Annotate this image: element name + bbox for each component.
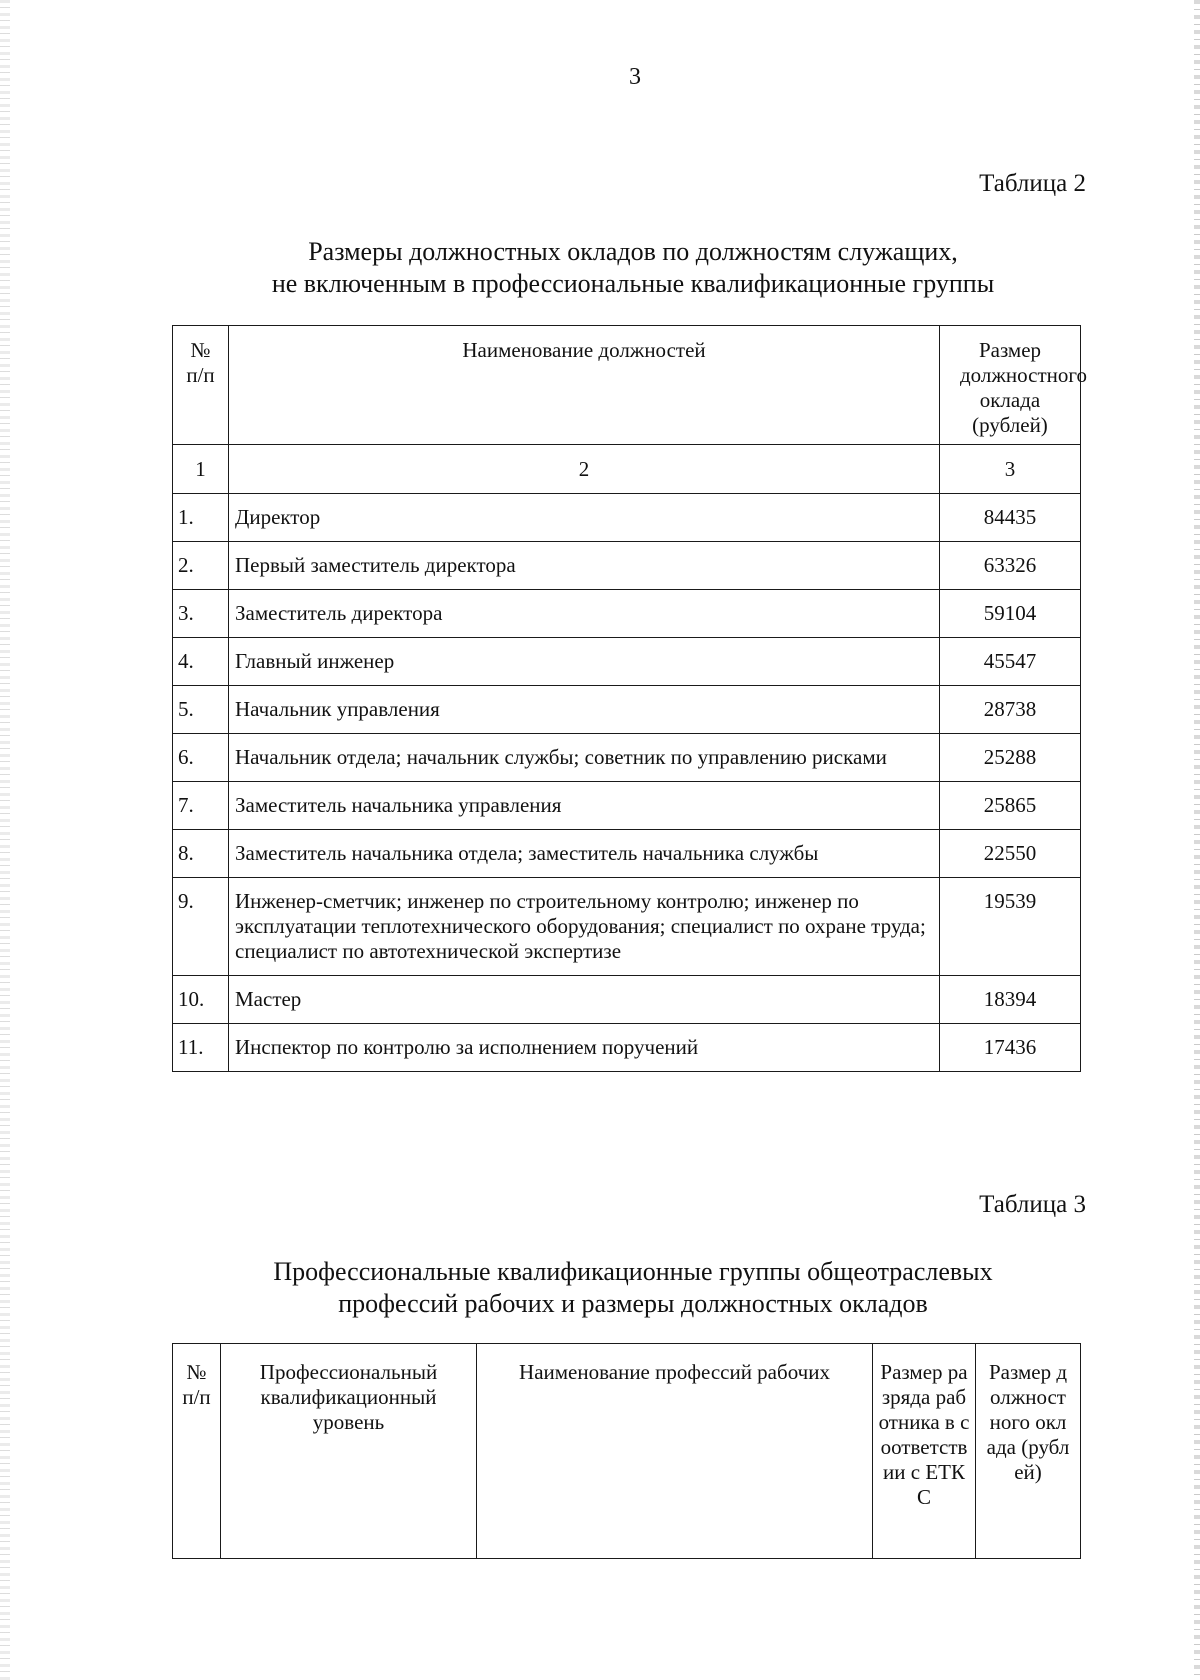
salary-value: 28738	[940, 686, 1081, 734]
table-row	[173, 734, 1081, 782]
row-num: 8.	[173, 830, 229, 878]
position-name: Инженер-сметчик; инженер по строительному контролю; инженер по эксплуатации теплотехнического оборудования; специалист по охране труда; специалист по автотехнической экспертизе	[229, 878, 940, 976]
salary-value: 84435	[940, 494, 1081, 542]
position-name: Главный инженер	[229, 638, 940, 686]
header-num: № п/п	[173, 326, 229, 445]
position-name: Заместитель директора	[229, 590, 940, 638]
salary-value: 18394	[940, 976, 1081, 1024]
header-grade: Размер разряда работника в соответствии с ЕТКС	[873, 1344, 976, 1559]
row-num: 11.	[173, 1024, 229, 1072]
header-qualification-level: Профессиональный квалификационный уровень	[221, 1344, 477, 1559]
row-num: 9.	[173, 878, 229, 976]
position-name: Заместитель начальника управления	[229, 782, 940, 830]
table-row	[173, 830, 1081, 878]
header-position-name: Наименование должностей	[229, 326, 940, 445]
table3-title-line1: Профессиональные квалификационные группы общеотраслевых	[273, 1257, 993, 1286]
scan-edge-right	[1194, 0, 1200, 1680]
salary-value: 22550	[940, 830, 1081, 878]
table-row	[173, 542, 1081, 590]
table2-title-line2: не включенным в профессиональные квалификационные группы	[271, 269, 995, 298]
table-row	[173, 686, 1081, 734]
table3-caption: Таблица 3	[979, 1191, 1086, 1218]
column-number: 3	[940, 445, 1081, 494]
table2-title-line1: Размеры должностных окладов по должностям служащих,	[308, 237, 958, 266]
row-num: 10.	[173, 976, 229, 1024]
header-salary: Размер должностного оклада (рублей)	[940, 326, 1081, 445]
table-row	[173, 976, 1081, 1024]
row-num: 6.	[173, 734, 229, 782]
header-num: № п/п	[173, 1344, 221, 1559]
salary-table-employees	[172, 325, 1087, 1072]
salary-value: 59104	[940, 590, 1081, 638]
position-name: Первый заместитель директора	[229, 542, 940, 590]
table3-title	[172, 1256, 1094, 1320]
header-salary: Размер должностного оклада (рублей)	[976, 1344, 1081, 1559]
table3-title-line2: профессий рабочих и размеры должностных окладов	[338, 1289, 928, 1318]
salary-value: 25288	[940, 734, 1081, 782]
row-num: 5.	[173, 686, 229, 734]
row-num: 1.	[173, 494, 229, 542]
row-num: 7.	[173, 782, 229, 830]
salary-value: 63326	[940, 542, 1081, 590]
table3-header-row	[173, 1344, 1081, 1559]
row-num: 2.	[173, 542, 229, 590]
table2-caption: Таблица 2	[979, 170, 1086, 197]
header-profession-name: Наименование профессий рабочих	[477, 1344, 873, 1559]
column-number: 2	[229, 445, 940, 494]
column-number: 1	[173, 445, 229, 494]
table2-column-numbers-row	[173, 445, 1081, 494]
page-number: 3	[629, 64, 641, 90]
table-row	[173, 1024, 1081, 1072]
table-row	[173, 638, 1081, 686]
table2-title	[172, 236, 1094, 300]
salary-value: 45547	[940, 638, 1081, 686]
table-row	[173, 494, 1081, 542]
table-row	[173, 782, 1081, 830]
position-name: Начальник управления	[229, 686, 940, 734]
position-name: Инспектор по контролю за исполнением поручений	[229, 1024, 940, 1072]
position-name: Директор	[229, 494, 940, 542]
position-name: Заместитель начальника отдела; заместитель начальника службы	[229, 830, 940, 878]
scan-edge-left	[0, 0, 10, 1680]
salary-value: 17436	[940, 1024, 1081, 1072]
professions-table-workers	[172, 1343, 1081, 1559]
position-name: Мастер	[229, 976, 940, 1024]
salary-value: 25865	[940, 782, 1081, 830]
position-name: Начальник отдела; начальник службы; советник по управлению рисками	[229, 734, 940, 782]
table2-header-row	[173, 326, 1081, 445]
row-num: 4.	[173, 638, 229, 686]
row-num: 3.	[173, 590, 229, 638]
table-row	[173, 590, 1081, 638]
salary-value: 19539	[940, 878, 1081, 976]
table-row	[173, 878, 1081, 976]
